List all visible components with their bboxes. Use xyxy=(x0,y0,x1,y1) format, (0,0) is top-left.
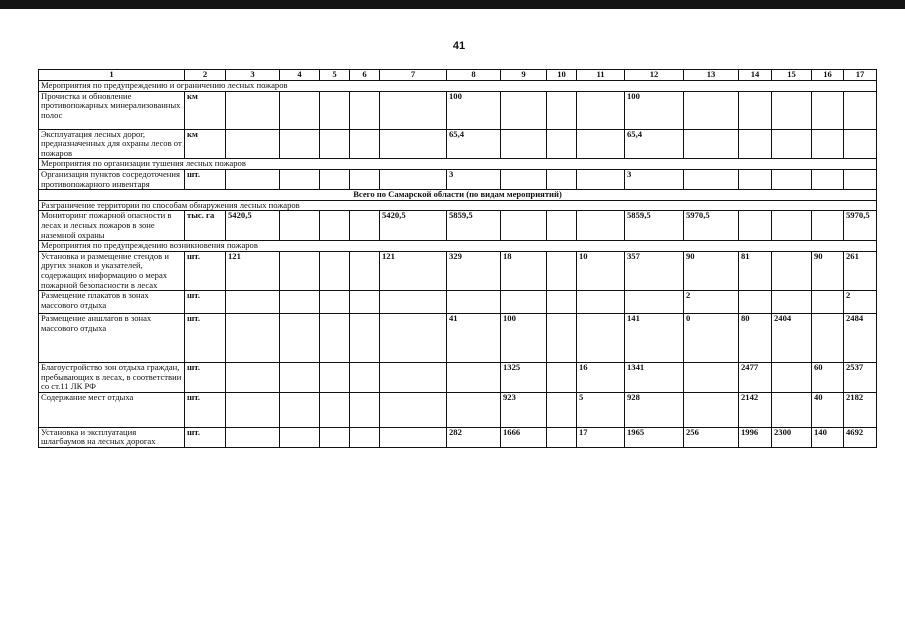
value-cell xyxy=(320,91,350,129)
value-cell xyxy=(684,363,739,393)
measure-name: Благоустройство зон отдыха граждан, пребывающих в лесах, в соответствии со ст.11 ЛК РФ xyxy=(39,363,185,393)
value-cell: 2300 xyxy=(772,427,812,447)
measure-name: Содержание мест отдыха xyxy=(39,392,185,427)
total-title: Всего по Самарской области (по видам мероприятий) xyxy=(39,190,877,201)
value-cell xyxy=(577,291,625,314)
measure-name: Мониторинг пожарной опасности в лесах и лесных пожаров в зоне наземной охраны xyxy=(39,211,185,241)
value-cell xyxy=(320,314,350,363)
value-cell xyxy=(447,291,501,314)
value-cell xyxy=(772,363,812,393)
value-cell xyxy=(280,392,320,427)
value-cell: 16 xyxy=(577,363,625,393)
value-cell: 10 xyxy=(577,251,625,290)
value-cell xyxy=(280,314,320,363)
value-cell xyxy=(320,211,350,241)
value-cell xyxy=(739,211,772,241)
table-row xyxy=(39,427,877,447)
value-cell xyxy=(577,129,625,159)
value-cell xyxy=(350,363,380,393)
value-cell: 2 xyxy=(844,291,877,314)
value-cell xyxy=(772,251,812,290)
value-cell xyxy=(350,427,380,447)
page-number: 41 xyxy=(452,40,466,52)
value-cell: 5420,5 xyxy=(226,211,280,241)
value-cell: 80 xyxy=(739,314,772,363)
value-cell: 3 xyxy=(625,169,684,189)
value-cell xyxy=(812,91,844,129)
unit-cell: шт. xyxy=(185,363,226,393)
value-cell xyxy=(447,392,501,427)
value-cell xyxy=(739,129,772,159)
section-row xyxy=(39,81,877,92)
value-cell: 41 xyxy=(447,314,501,363)
value-cell xyxy=(226,314,280,363)
column-header: 2 xyxy=(185,70,226,81)
value-cell xyxy=(350,291,380,314)
table-row xyxy=(39,169,877,189)
total-row xyxy=(39,190,877,201)
value-cell: 329 xyxy=(447,251,501,290)
value-cell xyxy=(547,211,577,241)
value-cell xyxy=(380,169,447,189)
value-cell: 60 xyxy=(812,363,844,393)
measure-name: Установка и размещение стендов и других знаков и указателей, содержащих информацию о мерах пожарной безопасности в лесах xyxy=(39,251,185,290)
value-cell xyxy=(684,392,739,427)
table-row xyxy=(39,291,877,314)
value-cell: 100 xyxy=(625,91,684,129)
value-cell xyxy=(684,91,739,129)
column-header: 11 xyxy=(577,70,625,81)
value-cell xyxy=(812,211,844,241)
value-cell: 1965 xyxy=(625,427,684,447)
value-cell xyxy=(380,91,447,129)
value-cell xyxy=(547,91,577,129)
column-header: 15 xyxy=(772,70,812,81)
value-cell xyxy=(350,314,380,363)
unit-cell: шт. xyxy=(185,314,226,363)
value-cell xyxy=(772,91,812,129)
unit-cell: шт. xyxy=(185,169,226,189)
value-cell xyxy=(547,427,577,447)
value-cell xyxy=(226,392,280,427)
value-cell: 2537 xyxy=(844,363,877,393)
value-cell: 256 xyxy=(684,427,739,447)
value-cell: 2142 xyxy=(739,392,772,427)
table-row xyxy=(39,392,877,427)
measure-name: Размещение плакатов в зонах массового отдыха xyxy=(39,291,185,314)
value-cell: 2404 xyxy=(772,314,812,363)
value-cell xyxy=(501,91,547,129)
value-cell: 357 xyxy=(625,251,684,290)
unit-cell: тыс. га xyxy=(185,211,226,241)
table-row xyxy=(39,363,877,393)
unit-cell: км xyxy=(185,129,226,159)
value-cell xyxy=(625,291,684,314)
value-cell xyxy=(577,91,625,129)
value-cell: 1341 xyxy=(625,363,684,393)
table-row xyxy=(39,91,877,129)
value-cell: 40 xyxy=(812,392,844,427)
value-cell: 2 xyxy=(684,291,739,314)
forest-measures-table xyxy=(38,69,877,448)
value-cell: 0 xyxy=(684,314,739,363)
value-cell xyxy=(350,129,380,159)
value-cell xyxy=(320,427,350,447)
value-cell xyxy=(280,129,320,159)
top-border-bar xyxy=(0,0,905,9)
value-cell: 100 xyxy=(501,314,547,363)
value-cell xyxy=(739,91,772,129)
value-cell: 90 xyxy=(812,251,844,290)
value-cell xyxy=(380,363,447,393)
value-cell xyxy=(772,169,812,189)
value-cell: 928 xyxy=(625,392,684,427)
value-cell xyxy=(320,392,350,427)
section-title: Разграничение территории по способам обнаружения лесных пожаров xyxy=(39,200,877,211)
value-cell xyxy=(320,251,350,290)
measure-name: Организация пунктов сосредоточения противопожарного инвентаря xyxy=(39,169,185,189)
value-cell: 17 xyxy=(577,427,625,447)
value-cell xyxy=(226,91,280,129)
value-cell: 141 xyxy=(625,314,684,363)
value-cell xyxy=(844,91,877,129)
value-cell xyxy=(812,129,844,159)
value-cell xyxy=(280,363,320,393)
value-cell: 5 xyxy=(577,392,625,427)
value-cell xyxy=(447,363,501,393)
value-cell xyxy=(350,91,380,129)
value-cell xyxy=(739,291,772,314)
value-cell xyxy=(577,169,625,189)
unit-cell: км xyxy=(185,91,226,129)
value-cell xyxy=(547,291,577,314)
value-cell xyxy=(684,129,739,159)
measure-name: Размещение аншлагов в зонах массового отдыха xyxy=(39,314,185,363)
value-cell xyxy=(380,392,447,427)
value-cell: 121 xyxy=(380,251,447,290)
value-cell: 923 xyxy=(501,392,547,427)
value-cell xyxy=(380,314,447,363)
value-cell xyxy=(280,91,320,129)
value-cell: 81 xyxy=(739,251,772,290)
value-cell xyxy=(226,363,280,393)
value-cell xyxy=(577,211,625,241)
unit-cell: шт. xyxy=(185,392,226,427)
section-row xyxy=(39,200,877,211)
value-cell xyxy=(547,129,577,159)
value-cell xyxy=(772,291,812,314)
value-cell xyxy=(812,291,844,314)
column-header: 6 xyxy=(350,70,380,81)
column-header: 3 xyxy=(226,70,280,81)
value-cell xyxy=(772,392,812,427)
value-cell: 4692 xyxy=(844,427,877,447)
value-cell xyxy=(547,251,577,290)
value-cell xyxy=(844,129,877,159)
section-title: Мероприятия по организации тушения лесных пожаров xyxy=(39,159,877,170)
value-cell: 5420,5 xyxy=(380,211,447,241)
value-cell: 65,4 xyxy=(447,129,501,159)
value-cell: 261 xyxy=(844,251,877,290)
value-cell xyxy=(812,314,844,363)
column-header: 12 xyxy=(625,70,684,81)
value-cell xyxy=(350,169,380,189)
value-cell xyxy=(547,169,577,189)
value-cell xyxy=(547,392,577,427)
value-cell xyxy=(226,129,280,159)
value-cell xyxy=(280,211,320,241)
column-header: 4 xyxy=(280,70,320,81)
unit-cell: шт. xyxy=(185,251,226,290)
section-row xyxy=(39,241,877,252)
value-cell: 1325 xyxy=(501,363,547,393)
value-cell: 1666 xyxy=(501,427,547,447)
table-row xyxy=(39,251,877,290)
table-row xyxy=(39,314,877,363)
value-cell: 282 xyxy=(447,427,501,447)
value-cell: 140 xyxy=(812,427,844,447)
column-header: 10 xyxy=(547,70,577,81)
value-cell: 18 xyxy=(501,251,547,290)
value-cell xyxy=(280,169,320,189)
value-cell xyxy=(577,314,625,363)
value-cell: 121 xyxy=(226,251,280,290)
column-header: 9 xyxy=(501,70,547,81)
section-row xyxy=(39,159,877,170)
value-cell: 100 xyxy=(447,91,501,129)
value-cell xyxy=(380,291,447,314)
measure-name: Прочистка и обновление противопожарных минерализованных полос xyxy=(39,91,185,129)
column-header: 1 xyxy=(39,70,185,81)
value-cell xyxy=(320,129,350,159)
measure-name: Эксплуатация лесных дорог, предназначенных для охраны лесов от пожаров xyxy=(39,129,185,159)
column-header: 8 xyxy=(447,70,501,81)
value-cell xyxy=(684,169,739,189)
column-header: 7 xyxy=(380,70,447,81)
value-cell: 5970,5 xyxy=(684,211,739,241)
value-cell xyxy=(501,291,547,314)
value-cell xyxy=(547,314,577,363)
value-cell: 2477 xyxy=(739,363,772,393)
table-row xyxy=(39,129,877,159)
value-cell xyxy=(350,392,380,427)
value-cell: 2182 xyxy=(844,392,877,427)
value-cell: 1996 xyxy=(739,427,772,447)
unit-cell: шт. xyxy=(185,427,226,447)
section-title: Мероприятия по предупреждению возникновения пожаров xyxy=(39,241,877,252)
value-cell xyxy=(226,291,280,314)
unit-cell: шт. xyxy=(185,291,226,314)
value-cell: 5859,5 xyxy=(625,211,684,241)
value-cell xyxy=(320,363,350,393)
value-cell xyxy=(280,251,320,290)
value-cell: 65,4 xyxy=(625,129,684,159)
value-cell xyxy=(772,129,812,159)
value-cell: 90 xyxy=(684,251,739,290)
value-cell xyxy=(380,129,447,159)
value-cell: 5859,5 xyxy=(447,211,501,241)
table-row xyxy=(39,211,877,241)
value-cell xyxy=(739,169,772,189)
measure-name: Установка и эксплуатация шлагбаумов на лесных дорогах xyxy=(39,427,185,447)
column-header: 5 xyxy=(320,70,350,81)
value-cell xyxy=(226,169,280,189)
value-cell xyxy=(547,363,577,393)
value-cell xyxy=(320,291,350,314)
value-cell xyxy=(844,169,877,189)
value-cell: 3 xyxy=(447,169,501,189)
column-header: 14 xyxy=(739,70,772,81)
column-header: 17 xyxy=(844,70,877,81)
value-cell xyxy=(772,211,812,241)
value-cell xyxy=(320,169,350,189)
value-cell: 5970,5 xyxy=(844,211,877,241)
value-cell xyxy=(350,251,380,290)
value-cell xyxy=(380,427,447,447)
value-cell xyxy=(226,427,280,447)
value-cell xyxy=(501,211,547,241)
value-cell xyxy=(280,427,320,447)
section-title: Мероприятия по предупреждению и ограничению лесных пожаров xyxy=(39,81,877,92)
value-cell xyxy=(280,291,320,314)
value-cell xyxy=(812,169,844,189)
value-cell xyxy=(350,211,380,241)
value-cell xyxy=(501,129,547,159)
header-row xyxy=(39,70,877,81)
value-cell xyxy=(501,169,547,189)
value-cell: 2484 xyxy=(844,314,877,363)
column-header: 13 xyxy=(684,70,739,81)
column-header: 16 xyxy=(812,70,844,81)
